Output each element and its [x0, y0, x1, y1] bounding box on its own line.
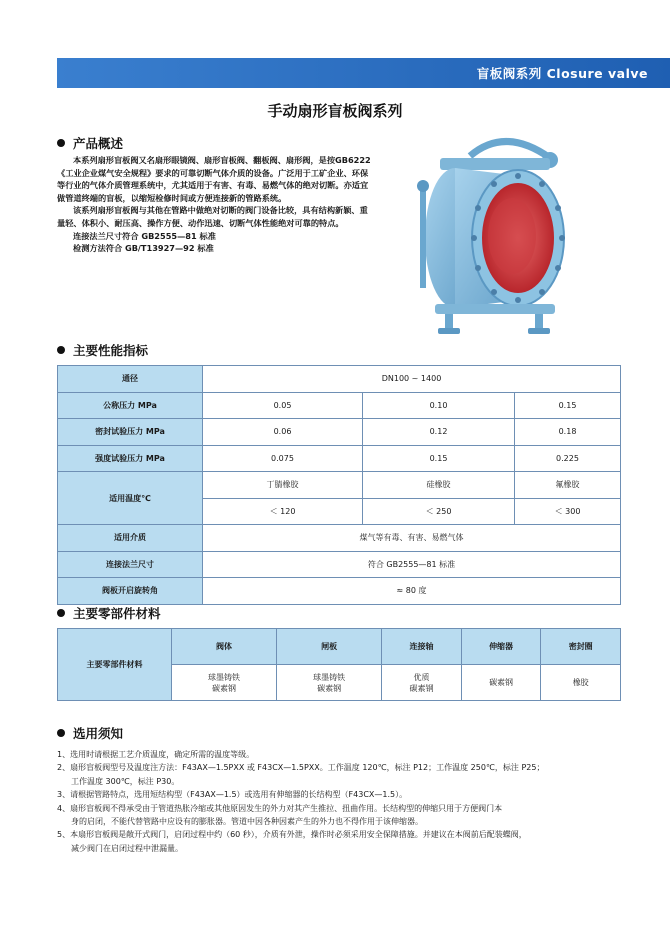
cell-line: 碳素钢 [489, 678, 514, 687]
table-row [58, 525, 621, 552]
section-materials-heading [57, 604, 161, 622]
row-label: 适用温度℃ [58, 472, 203, 525]
note-line-continued: 工作温度 300℃，标注 P30。 [71, 776, 180, 786]
cell-line: 碳素钢 [212, 683, 237, 693]
cell-line: 球墨铸铁 [208, 672, 241, 682]
row-label: 连接法兰尺寸 [58, 551, 203, 578]
table-row [58, 445, 621, 472]
test-standard-line: 检测方法符合 GB/T13927—92 标准 [73, 243, 214, 254]
table-cell [461, 665, 541, 701]
bullet-icon [57, 729, 65, 737]
fan-blind-valve-image [400, 128, 570, 338]
section-performance-label: 主要性能指标 [73, 343, 149, 358]
table-cell: 丁腈橡胶 [203, 472, 363, 499]
note-line-continued: 减少阀门在启闭过程中泄漏量。 [71, 843, 183, 853]
table-cell [382, 665, 462, 701]
section-materials-label: 主要零部件材料 [73, 606, 161, 621]
table-cell [172, 665, 277, 701]
column-header: 阀体 [172, 629, 277, 665]
note-line: 2、扇形盲板阀型号及温度注方法：F43AX—1.5PXX 或 F43CX—1.5PXX。工作温度 120℃，标注 P12；工作温度 250℃，标注 P25； [57, 763, 545, 773]
valve-photo [400, 128, 570, 338]
row-label: 阀板开启旋转角 [58, 578, 203, 605]
section-overview-label: 产品概述 [73, 136, 124, 151]
row-label: 适用介质 [58, 525, 203, 552]
section-overview-heading [57, 134, 123, 152]
table-cell: DN100 ~ 1400 [203, 366, 621, 393]
row-label: 强度试验压力 MPa [58, 445, 203, 472]
overview-paragraph-2: 该系列扇形盲板阀与其他在管路中做绝对切断的阀门设备比较，具有结构新颖、重量轻、体积小、耐压高、操作方便、动作迅速、切断气体性能绝对可靠的特点。 [57, 205, 368, 228]
row-label: 公称压力 MPa [58, 392, 203, 419]
table-cell: 0.05 [203, 392, 363, 419]
column-header: 闸板 [277, 629, 382, 665]
materials-table [57, 628, 621, 701]
table-cell: 符合 GB2555—81 标准 [203, 551, 621, 578]
row-label: 主要零部件材料 [58, 629, 172, 701]
table-row [58, 472, 621, 499]
table-cell: 煤气等有毒、有害、易燃气体 [203, 525, 621, 552]
column-header: 密封圈 [541, 629, 621, 665]
table-cell: ＜ 120 [203, 498, 363, 525]
bullet-icon [57, 139, 65, 147]
note-line: 4、扇形盲板阀不得承受由于管道热胀冷缩或其他原因发生的外力对其产生推拉、扭曲作用。长结构型的伸缩只用于方便阀门本 [57, 803, 503, 813]
notes-list [57, 748, 627, 855]
table-cell: 0.12 [363, 419, 515, 446]
cell-line: 球墨铸铁 [313, 672, 346, 682]
table-row [58, 366, 621, 393]
table-cell: 0.225 [515, 445, 621, 472]
note-line: 3、请根据管路特点，选用短结构型（F43AX—1.5）或选用有伸缩器的长结构型（F43CX—1.5）。 [57, 790, 408, 800]
bullet-icon [57, 346, 65, 354]
table-cell: 0.06 [203, 419, 363, 446]
table-cell: 0.10 [363, 392, 515, 419]
list-item [57, 788, 627, 801]
series-banner: 盲板阀系列 Closure valve [57, 58, 670, 88]
row-label: 通径 [58, 366, 203, 393]
list-item [57, 828, 627, 855]
column-header: 伸缩器 [461, 629, 541, 665]
column-header: 连接轴 [382, 629, 462, 665]
table-row [58, 419, 621, 446]
cell-line: 优质 [413, 672, 430, 682]
cell-line: 橡胶 [572, 678, 589, 687]
table-cell: 0.18 [515, 419, 621, 446]
table-header-row [58, 629, 621, 665]
cell-line: 碳素钢 [409, 683, 434, 693]
table-cell [277, 665, 382, 701]
table-cell: 0.075 [203, 445, 363, 472]
note-line: 5、本扇形盲板阀是敞开式阀门，启闭过程中约（60 秒），介质有外泄，操作时必须采用安全保障措施。并建议在本阀前后配装蝶阀， [57, 830, 527, 840]
table-cell: ＜ 250 [363, 498, 515, 525]
table-cell: 0.15 [515, 392, 621, 419]
section-notes-heading [57, 724, 123, 742]
table-row [58, 392, 621, 419]
page-title: 手动扇形盲板阀系列 [267, 102, 403, 120]
table-cell [541, 665, 621, 701]
list-item [57, 761, 627, 788]
list-item [57, 748, 627, 761]
table-cell: 0.15 [363, 445, 515, 472]
list-item [57, 802, 627, 829]
table-row [58, 551, 621, 578]
section-notes-label: 选用须知 [73, 726, 124, 741]
table-cell: 氟橡胶 [515, 472, 621, 499]
table-cell: 硅橡胶 [363, 472, 515, 499]
cell-line: 碳素钢 [317, 683, 342, 693]
overview-paragraph-1: 本系列扇形盲板阀又名扇形眼镜阀、扇形盲板阀、翻板阀、扇形阀，是按GB6222《工业企业煤气安全规程》要求的可靠切断气体介质的设备。广泛用于工矿企业、环保等行业的气体介质管理系统中，尤其适用于有害、有毒、易燃气体的绝对切断。亦适宜做管道终端的盲板，以缩短检修时间或方便连接新的管路系统。 [57, 155, 371, 203]
note-line-continued: 身的启闭，不能代替管路中应设有的膨胀器。管道中因各种因素产生的外力也不得作用于该伸缩器。 [71, 817, 423, 827]
overview-text [57, 154, 375, 255]
note-line: 1、选用时请根据工艺介质温度，确定所需的温度等级。 [57, 750, 255, 759]
table-cell: ＜ 300 [515, 498, 621, 525]
performance-table [57, 365, 621, 605]
row-label: 密封试验压力 MPa [58, 419, 203, 446]
table-cell: ≈ 80 度 [203, 578, 621, 605]
bullet-icon [57, 609, 65, 617]
section-performance-heading [57, 341, 148, 359]
table-row [58, 578, 621, 605]
flange-standard-line: 连接法兰尺寸符合 GB2555—81 标准 [73, 230, 216, 241]
